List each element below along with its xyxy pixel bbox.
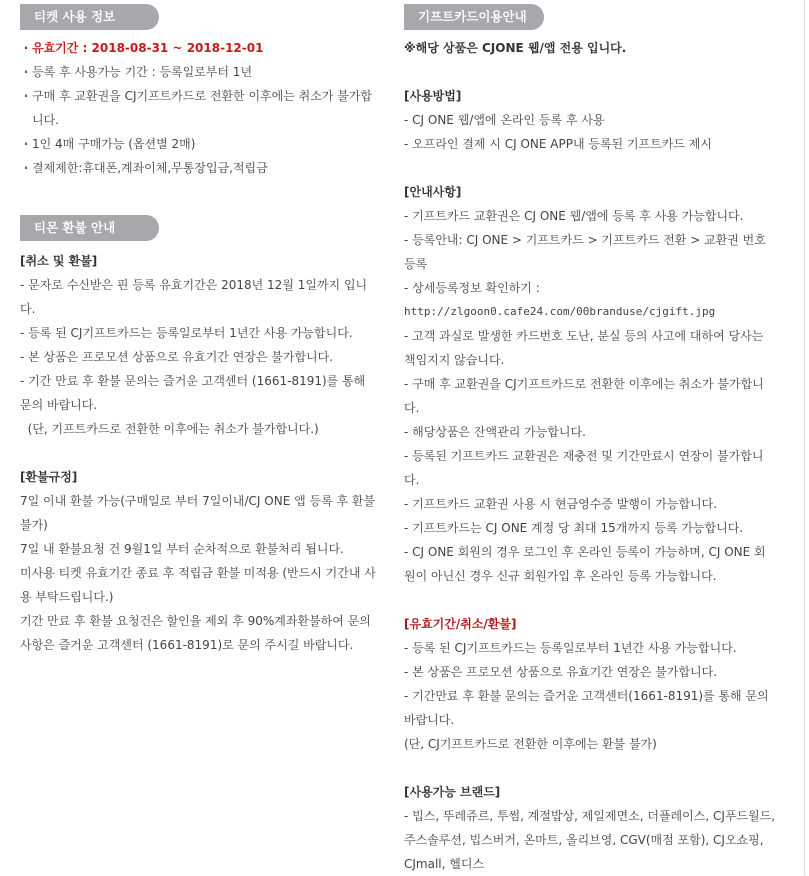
guide-line: - 기프트카드 교환권은 CJ ONE 웹/앱에 등록 후 사용 가능합니다. bbox=[404, 209, 744, 223]
cancel-line: (단, 기프트카드로 전환한 이후에는 취소가 불가합니다.) bbox=[20, 422, 319, 436]
cancel-line: - 등록 된 CJ기프트카드는 등록일로부터 1년간 사용 가능합니다. bbox=[20, 326, 353, 340]
ticket-info-item: · 등록 후 사용가능 기간 : 등록일로부터 1년 bbox=[20, 60, 378, 84]
guide-line: - 상세등록정보 확인하기 : bbox=[404, 281, 540, 295]
refund-info-tab: 티몬 환불 안내 bbox=[20, 215, 159, 241]
refund-rule-line: 기간 만료 후 환불 요청건은 할인율 제외 후 90%계좌환불하여 문의사항은 즐거운 고객센터 (1661-8191)로 문의 주시길 바랍니다. bbox=[20, 614, 371, 652]
cancel-line: - 본 상품은 프로모션 상품으로 유효기간 연장은 불가합니다. bbox=[20, 350, 334, 364]
right-border-line bbox=[804, 0, 805, 875]
guide-line: - 고객 과실로 발생한 카드번호 도난, 분실 등의 사고에 대하여 당사는 책임지지 않습니다. bbox=[404, 329, 768, 367]
guide-line: - 해당상품은 잔액관리 가능합니다. bbox=[404, 425, 586, 439]
validity-refund-line: (단, CJ기프트카드로 전환한 이후에는 환불 불가) bbox=[404, 737, 657, 751]
validity-refund-line: - 기간만료 후 환불 문의는 즐거운 고객센터(1661-8191)를 통해 문의 바랍니다. bbox=[404, 689, 773, 727]
cancel-line: - 기간 만료 후 환불 문의는 즐거운 고객센터 (1661-8191)를 통해 문의 바랍니다. bbox=[20, 374, 370, 412]
guide-heading: [안내사항] bbox=[404, 185, 462, 199]
validity-refund-heading: [유효기간/취소/환불] bbox=[404, 617, 517, 631]
validity-period: · 유효기간 : 2018-08-31 ~ 2018-12-01 bbox=[20, 36, 378, 60]
guide-line: - CJ ONE 회원의 경우 로그인 후 온라인 등록이 가능하며, CJ ONE 회원이 아닌신 경우 신규 회원가입 후 온라인 등록 가능합니다. bbox=[404, 545, 766, 583]
register-info-link[interactable]: http://zlgoon0.cafe24.com/00branduse/cjgift.jpg bbox=[404, 305, 716, 318]
refund-rule-line: 7일 이내 환불 가능(구매일로 부터 7일이내/CJ ONE 앱 등록 후 환불 불가) bbox=[20, 494, 379, 532]
usage-heading: [사용방법] bbox=[404, 89, 462, 103]
giftcard-guide-tab: 기프트카드이용안내 bbox=[404, 4, 544, 30]
refund-rule-line: 7일 내 환불요청 건 9월1일 부터 순차적으로 환불처리 됩니다. bbox=[20, 542, 344, 556]
guide-line: - 기프트카드는 CJ ONE 계정 당 최대 15개까지 등록 가능합니다. bbox=[404, 521, 744, 535]
cancel-line: - 문자로 수신받은 핀 등록 유효기간은 2018년 12월 1일까지 입니다. bbox=[20, 278, 368, 316]
refund-rule-heading: [환불규정] bbox=[20, 470, 78, 484]
validity-refund-line: - 등록 된 CJ기프트카드는 등록일로부터 1년간 사용 가능합니다. bbox=[404, 641, 737, 655]
validity-refund-line: - 본 상품은 프로모션 상품으로 유효기간 연장은 불가합니다. bbox=[404, 665, 718, 679]
ticket-info-item: · 구매 후 교환권을 CJ기프트카드로 전환한 이후에는 취소가 불가합니다. bbox=[20, 84, 378, 132]
refund-info-body bbox=[20, 249, 378, 657]
ticket-info-item: · 결제제한:휴대폰,계좌이체,무통장입금,적립금 bbox=[20, 156, 378, 180]
usage-line: - CJ ONE 웹/앱에 온라인 등록 후 사용 bbox=[404, 113, 605, 127]
brands-list: - 빕스, 뚜레쥬르, 투썸, 계절밥상, 제일제면소, 더플레이스, CJ푸드월드, 주스솔루션, 빕스버거, 온마트, 올리브영, CGV(매점 포함), CJ오쇼핑, CJmall, 헬디스 bbox=[404, 809, 779, 871]
cancel-heading: [취소 및 환불] bbox=[20, 254, 98, 268]
guide-line: - 구매 후 교환권을 CJ기프트카드로 전환한 이후에는 취소가 불가합니다. bbox=[404, 377, 764, 415]
guide-line: - 등록안내: CJ ONE > 기프트카드 > 기프트카드 전환 > 교환권 번호 등록 bbox=[404, 233, 770, 271]
refund-rule-line: 미사용 티켓 유효기간 종료 후 적립금 환불 미적용 (반드시 기간내 사용 부탁드립니다.) bbox=[20, 566, 376, 604]
guide-line: - 등록된 기프트카드 교환권은 재충전 및 기간만료시 연장이 불가합니다. bbox=[404, 449, 764, 487]
app-only-notice: ※해당 상품은 CJONE 웹/앱 전용 입니다. bbox=[404, 41, 627, 55]
giftcard-guide-body bbox=[404, 36, 779, 876]
guide-line: - 기프트카드 교환권 사용 시 현금영수증 발행이 가능합니다. bbox=[404, 497, 718, 511]
ticket-info-list bbox=[20, 36, 378, 180]
ticket-info-tab: 티켓 사용 정보 bbox=[20, 4, 159, 30]
usage-line: - 오프라인 결제 시 CJ ONE APP내 등록된 기프트카드 제시 bbox=[404, 137, 712, 151]
ticket-info-item: · 1인 4매 구매가능 (옵션별 2매) bbox=[20, 132, 378, 156]
brands-heading: [사용가능 브랜드] bbox=[404, 785, 501, 799]
